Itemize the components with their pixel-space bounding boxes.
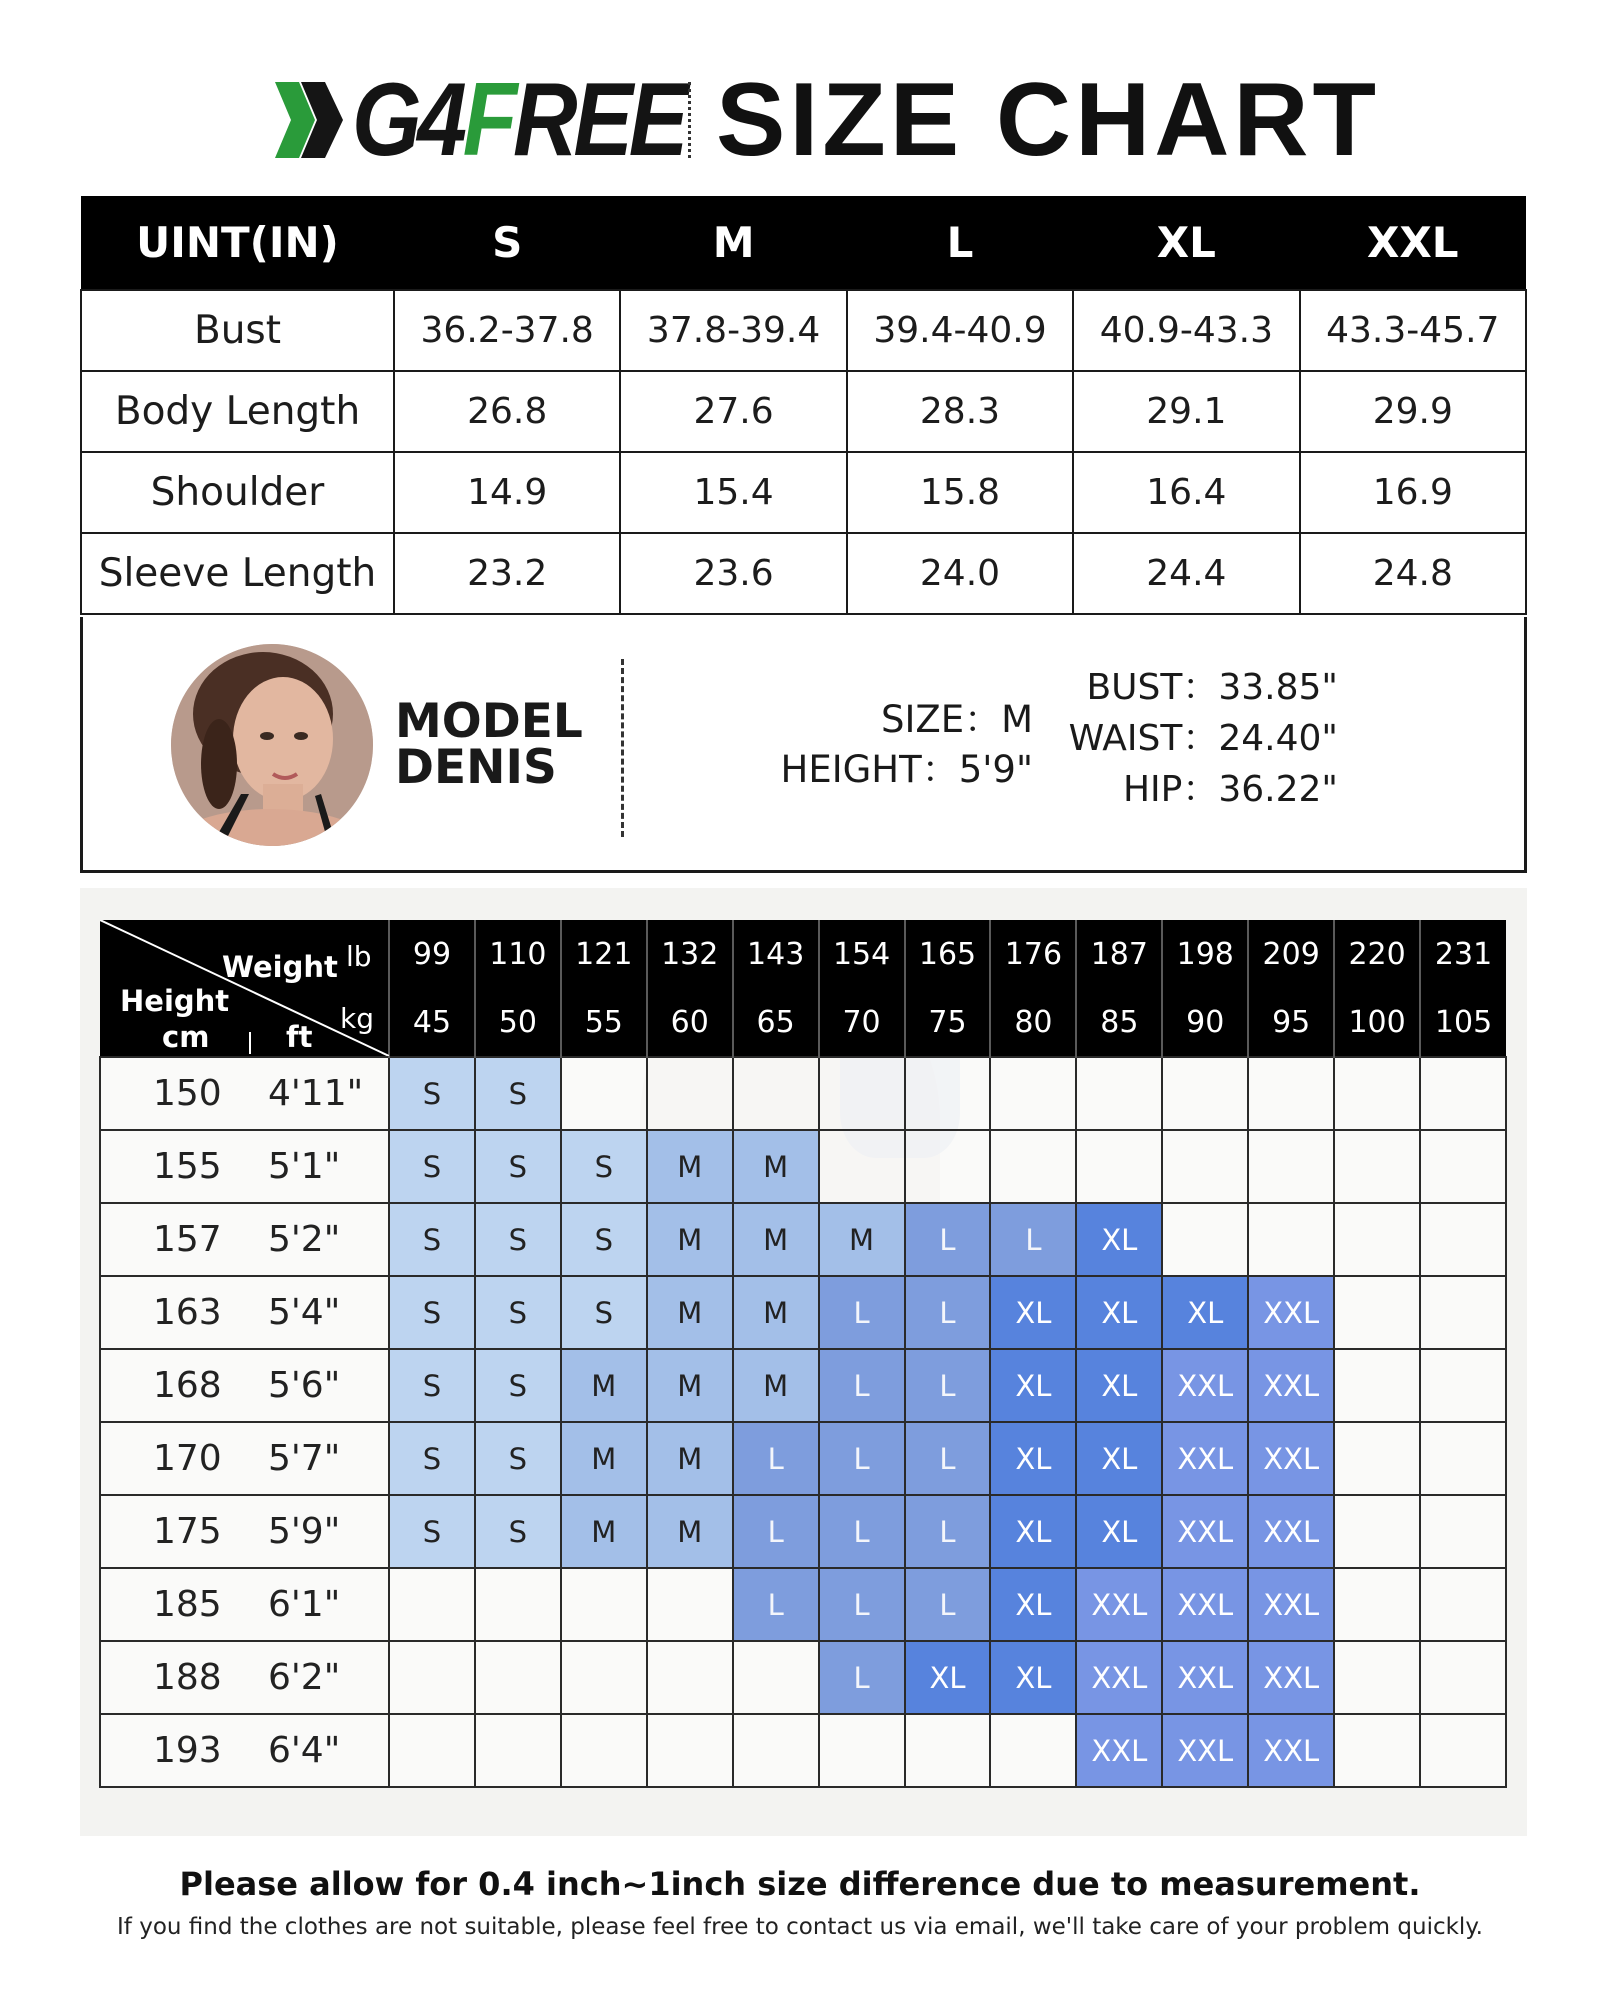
empty-size-cell <box>647 1714 733 1787</box>
fit-table-corner <box>100 920 389 1057</box>
recommended-size-cell: XL <box>990 1276 1076 1349</box>
recommended-size-cell: M <box>647 1203 733 1276</box>
empty-size-cell <box>1162 1203 1248 1276</box>
weight-lb-header: 209 <box>1248 920 1334 989</box>
height-cm: 163 <box>100 1276 262 1349</box>
fit-row <box>100 1422 1506 1495</box>
measurement-value: 24.0 <box>847 533 1073 614</box>
weight-lb-header: 187 <box>1076 920 1162 989</box>
height-weight-fit-table <box>99 920 1507 1788</box>
height-cm: 175 <box>100 1495 262 1568</box>
fit-row <box>100 1349 1506 1422</box>
recommended-size-cell: XL <box>1162 1276 1248 1349</box>
recommended-size-cell: S <box>389 1276 475 1349</box>
size-header: XL <box>1073 196 1299 290</box>
weight-kg-header: 80 <box>990 989 1076 1058</box>
recommended-size-cell: XXL <box>1162 1568 1248 1641</box>
empty-size-cell <box>561 1568 647 1641</box>
measurement-value: 23.2 <box>394 533 620 614</box>
recommended-size-cell: XXL <box>1162 1495 1248 1568</box>
empty-size-cell <box>990 1714 1076 1787</box>
recommended-size-cell: M <box>647 1130 733 1203</box>
model-name-line2: DENIS <box>395 740 557 795</box>
empty-size-cell <box>1420 1568 1506 1641</box>
empty-size-cell <box>905 1714 991 1787</box>
measurement-row <box>81 452 1526 533</box>
height-ft: 4'11" <box>262 1057 389 1130</box>
ft-label: ft <box>286 1020 313 1054</box>
measurement-note: Please allow for 0.4 inch~1inch size difference due to measurement. <box>179 1865 1421 1903</box>
recommended-size-cell: S <box>389 1495 475 1568</box>
fit-row <box>100 1130 1506 1203</box>
page-title: SIZE CHART <box>716 62 1380 178</box>
recommended-size-cell: M <box>733 1276 819 1349</box>
measurement-label: Bust <box>81 290 394 371</box>
empty-size-cell <box>561 1714 647 1787</box>
empty-size-cell <box>1076 1130 1162 1203</box>
height-cm: 155 <box>100 1130 262 1203</box>
weight-lb-header: 231 <box>1420 920 1506 989</box>
height-cm: 157 <box>100 1203 262 1276</box>
empty-size-cell <box>905 1130 991 1203</box>
recommended-size-cell: XXL <box>1076 1568 1162 1641</box>
height-ft: 5'1" <box>262 1130 389 1203</box>
measurement-value: 15.8 <box>847 452 1073 533</box>
recommended-size-cell: S <box>389 1349 475 1422</box>
measurement-label: Sleeve Length <box>81 533 394 614</box>
recommended-size-cell: L <box>905 1568 991 1641</box>
empty-size-cell <box>1334 1057 1420 1130</box>
empty-size-cell <box>905 1057 991 1130</box>
empty-size-cell <box>1334 1495 1420 1568</box>
model-size-block <box>703 695 1033 795</box>
recommended-size-cell: S <box>561 1203 647 1276</box>
measurement-value: 24.8 <box>1300 533 1526 614</box>
size-header: S <box>394 196 620 290</box>
height-ft: 6'4" <box>262 1714 389 1787</box>
recommended-size-cell: XXL <box>1248 1568 1334 1641</box>
recommended-size-cell: L <box>819 1641 905 1714</box>
recommended-size-cell: XL <box>1076 1495 1162 1568</box>
weight-lb-header: 198 <box>1162 920 1248 989</box>
recommended-size-cell: XXL <box>1248 1495 1334 1568</box>
height-ft: 5'6" <box>262 1349 389 1422</box>
recommended-size-cell: M <box>561 1349 647 1422</box>
fit-row <box>100 1641 1506 1714</box>
recommended-size-cell: L <box>990 1203 1076 1276</box>
weight-lb-header: 143 <box>733 920 819 989</box>
recommended-size-cell: L <box>905 1203 991 1276</box>
recommended-size-cell: M <box>647 1495 733 1568</box>
cm-label: cm <box>162 1020 210 1054</box>
weight-lb-header: 220 <box>1334 920 1420 989</box>
measurement-row <box>81 371 1526 452</box>
weight-kg-header: 75 <box>905 989 991 1058</box>
empty-size-cell <box>1334 1130 1420 1203</box>
empty-size-cell <box>1420 1130 1506 1203</box>
empty-size-cell <box>1334 1349 1420 1422</box>
recommended-size-cell: M <box>733 1203 819 1276</box>
empty-size-cell <box>389 1568 475 1641</box>
model-avatar <box>171 644 373 846</box>
empty-size-cell <box>1162 1130 1248 1203</box>
measurement-value: 15.4 <box>620 452 846 533</box>
measurement-value: 28.3 <box>847 371 1073 452</box>
empty-size-cell <box>733 1714 819 1787</box>
recommended-size-cell: S <box>389 1203 475 1276</box>
empty-size-cell <box>647 1057 733 1130</box>
recommended-size-cell: S <box>475 1495 561 1568</box>
measurement-label: Body Length <box>81 371 394 452</box>
fit-row <box>100 1057 1506 1130</box>
measurement-value: 39.4-40.9 <box>847 290 1073 371</box>
model-waist: WAIST：24.40" <box>1068 718 1338 759</box>
height-cm: 193 <box>100 1714 262 1787</box>
measurement-value: 16.4 <box>1073 452 1299 533</box>
recommended-size-cell: L <box>905 1495 991 1568</box>
recommended-size-cell: M <box>733 1349 819 1422</box>
kg-label: kg <box>340 1002 374 1035</box>
model-name <box>395 694 583 795</box>
recommended-size-cell: XXL <box>1162 1349 1248 1422</box>
recommended-size-cell: XXL <box>1248 1276 1334 1349</box>
height-cm: 188 <box>100 1641 262 1714</box>
measurement-header-row <box>81 196 1526 290</box>
fit-row <box>100 1276 1506 1349</box>
height-ft: 5'4" <box>262 1276 389 1349</box>
measurement-value: 26.8 <box>394 371 620 452</box>
weight-kg-header: 65 <box>733 989 819 1058</box>
height-ft: 5'9" <box>262 1495 389 1568</box>
size-header: M <box>620 196 846 290</box>
measurement-row <box>81 290 1526 371</box>
empty-size-cell <box>1248 1130 1334 1203</box>
empty-size-cell <box>475 1641 561 1714</box>
model-portrait-icon <box>171 644 373 846</box>
height-ft: 5'2" <box>262 1203 389 1276</box>
model-hip: HIP：36.22" <box>1122 769 1338 810</box>
lb-header-row <box>100 920 1506 989</box>
height-ft: 6'1" <box>262 1568 389 1641</box>
brand-logo-text: G4FREE <box>352 62 685 178</box>
height-cm: 168 <box>100 1349 262 1422</box>
measurement-value: 43.3-45.7 <box>1300 290 1526 371</box>
recommended-size-cell: L <box>819 1349 905 1422</box>
model-info-panel <box>80 617 1527 873</box>
model-size: SIZE：M <box>880 698 1033 741</box>
measurement-value: 27.6 <box>620 371 846 452</box>
recommended-size-cell: S <box>475 1349 561 1422</box>
fit-row <box>100 1203 1506 1276</box>
recommended-size-cell: XXL <box>1162 1714 1248 1787</box>
measurement-table <box>80 196 1527 615</box>
recommended-size-cell: L <box>733 1495 819 1568</box>
model-name-line1: MODEL <box>395 694 583 749</box>
recommended-size-cell: L <box>819 1568 905 1641</box>
fit-row <box>100 1495 1506 1568</box>
recommended-size-cell: XL <box>905 1641 991 1714</box>
weight-kg-header: 50 <box>475 989 561 1058</box>
empty-size-cell <box>733 1057 819 1130</box>
empty-size-cell <box>1334 1422 1420 1495</box>
recommended-size-cell: XL <box>990 1495 1076 1568</box>
recommended-size-cell: L <box>905 1349 991 1422</box>
empty-size-cell <box>1420 1276 1506 1349</box>
height-label: Height <box>120 984 230 1018</box>
empty-size-cell <box>389 1714 475 1787</box>
measurement-value: 29.1 <box>1073 371 1299 452</box>
recommended-size-cell: XXL <box>1248 1349 1334 1422</box>
recommended-size-cell: S <box>389 1130 475 1203</box>
recommended-size-cell: XL <box>1076 1422 1162 1495</box>
recommended-size-cell: S <box>561 1276 647 1349</box>
empty-size-cell <box>1420 1203 1506 1276</box>
recommended-size-cell: XL <box>1076 1276 1162 1349</box>
height-cm: 150 <box>100 1057 262 1130</box>
contact-note: If you find the clothes are not suitable, please feel free to contact us via email, we'll take care of your problem quickly. <box>117 1914 1483 1940</box>
recommended-size-cell: XL <box>990 1568 1076 1641</box>
empty-size-cell <box>475 1568 561 1641</box>
recommended-size-cell: L <box>819 1276 905 1349</box>
measurement-row <box>81 533 1526 614</box>
height-ft: 6'2" <box>262 1641 389 1714</box>
recommended-size-cell: S <box>475 1276 561 1349</box>
recommended-size-cell: M <box>647 1276 733 1349</box>
recommended-size-cell: L <box>733 1422 819 1495</box>
measurement-value: 29.9 <box>1300 371 1526 452</box>
empty-size-cell <box>819 1130 905 1203</box>
weight-lb-header: 176 <box>990 920 1076 989</box>
height-ft: 5'7" <box>262 1422 389 1495</box>
weight-label: Weight <box>222 950 338 984</box>
empty-size-cell <box>647 1641 733 1714</box>
empty-size-cell <box>389 1641 475 1714</box>
recommended-size-cell: XXL <box>1248 1641 1334 1714</box>
height-cm: 170 <box>100 1422 262 1495</box>
header <box>0 60 1600 180</box>
empty-size-cell <box>647 1568 733 1641</box>
height-cm: 185 <box>100 1568 262 1641</box>
recommended-size-cell: XL <box>990 1422 1076 1495</box>
recommended-size-cell: M <box>819 1203 905 1276</box>
recommended-size-cell: M <box>647 1422 733 1495</box>
weight-kg-header: 45 <box>389 989 475 1058</box>
measurement-value: 16.9 <box>1300 452 1526 533</box>
recommended-size-cell: XL <box>1076 1203 1162 1276</box>
recommended-size-cell: XL <box>990 1349 1076 1422</box>
size-header: XXL <box>1300 196 1526 290</box>
weight-lb-header: 99 <box>389 920 475 989</box>
recommended-size-cell: XL <box>990 1641 1076 1714</box>
weight-kg-header: 60 <box>647 989 733 1058</box>
empty-size-cell <box>561 1641 647 1714</box>
header-divider <box>688 82 691 158</box>
recommended-size-cell: L <box>819 1495 905 1568</box>
recommended-size-cell: XL <box>1076 1349 1162 1422</box>
empty-size-cell <box>1162 1057 1248 1130</box>
empty-size-cell <box>1420 1495 1506 1568</box>
weight-lb-header: 165 <box>905 920 991 989</box>
size-header: L <box>847 196 1073 290</box>
recommended-size-cell: S <box>475 1057 561 1130</box>
measurement-value: 14.9 <box>394 452 620 533</box>
empty-size-cell <box>1420 1057 1506 1130</box>
recommended-size-cell: M <box>561 1422 647 1495</box>
weight-kg-header: 100 <box>1334 989 1420 1058</box>
recommended-size-cell: L <box>819 1422 905 1495</box>
measurement-value: 23.6 <box>620 533 846 614</box>
recommended-size-cell: XXL <box>1248 1714 1334 1787</box>
empty-size-cell <box>1248 1057 1334 1130</box>
empty-size-cell <box>733 1641 819 1714</box>
measurement-label: Shoulder <box>81 452 394 533</box>
recommended-size-cell: S <box>389 1057 475 1130</box>
recommended-size-cell: M <box>561 1495 647 1568</box>
model-height: HEIGHT：5'9" <box>780 748 1033 791</box>
weight-kg-header: 95 <box>1248 989 1334 1058</box>
recommended-size-cell: XXL <box>1162 1422 1248 1495</box>
recommended-size-cell: L <box>905 1276 991 1349</box>
measurement-value: 40.9-43.3 <box>1073 290 1299 371</box>
empty-size-cell <box>1334 1568 1420 1641</box>
recommended-size-cell: XXL <box>1162 1641 1248 1714</box>
empty-size-cell <box>1420 1641 1506 1714</box>
empty-size-cell <box>1076 1057 1162 1130</box>
recommended-size-cell: S <box>389 1422 475 1495</box>
recommended-size-cell: M <box>733 1130 819 1203</box>
measurement-value: 36.2-37.8 <box>394 290 620 371</box>
recommended-size-cell: XXL <box>1248 1422 1334 1495</box>
model-measurements <box>1013 662 1338 815</box>
recommended-size-cell: S <box>475 1203 561 1276</box>
empty-size-cell <box>990 1057 1076 1130</box>
empty-size-cell <box>1420 1714 1506 1787</box>
measurement-value: 37.8-39.4 <box>620 290 846 371</box>
recommended-size-cell: M <box>647 1349 733 1422</box>
weight-lb-header: 154 <box>819 920 905 989</box>
weight-lb-header: 110 <box>475 920 561 989</box>
recommended-size-cell: XXL <box>1076 1714 1162 1787</box>
fit-row <box>100 1568 1506 1641</box>
empty-size-cell <box>1334 1641 1420 1714</box>
weight-kg-header: 70 <box>819 989 905 1058</box>
recommended-size-cell: L <box>905 1422 991 1495</box>
recommended-size-cell: S <box>475 1130 561 1203</box>
empty-size-cell <box>1334 1276 1420 1349</box>
empty-size-cell <box>1334 1203 1420 1276</box>
empty-size-cell <box>1420 1422 1506 1495</box>
empty-size-cell <box>990 1130 1076 1203</box>
weight-lb-header: 132 <box>647 920 733 989</box>
fit-row <box>100 1714 1506 1787</box>
empty-size-cell <box>561 1057 647 1130</box>
empty-size-cell <box>1248 1203 1334 1276</box>
recommended-size-cell: S <box>475 1422 561 1495</box>
lb-label: lb <box>346 940 372 973</box>
unit-header: UINT(IN) <box>81 196 394 290</box>
weight-lb-header: 121 <box>561 920 647 989</box>
weight-kg-header: 55 <box>561 989 647 1058</box>
empty-size-cell <box>475 1714 561 1787</box>
model-bust: BUST：33.85" <box>1086 667 1338 708</box>
empty-size-cell <box>1420 1349 1506 1422</box>
model-divider <box>621 659 624 837</box>
brand-logo-mark-icon <box>265 80 347 160</box>
empty-size-cell <box>819 1057 905 1130</box>
weight-kg-header: 105 <box>1420 989 1506 1058</box>
recommended-size-cell: S <box>561 1130 647 1203</box>
recommended-size-cell: L <box>733 1568 819 1641</box>
weight-kg-header: 85 <box>1076 989 1162 1058</box>
recommended-size-cell: XXL <box>1076 1641 1162 1714</box>
measurement-value: 24.4 <box>1073 533 1299 614</box>
empty-size-cell <box>1334 1714 1420 1787</box>
weight-kg-header: 90 <box>1162 989 1248 1058</box>
empty-size-cell <box>819 1714 905 1787</box>
